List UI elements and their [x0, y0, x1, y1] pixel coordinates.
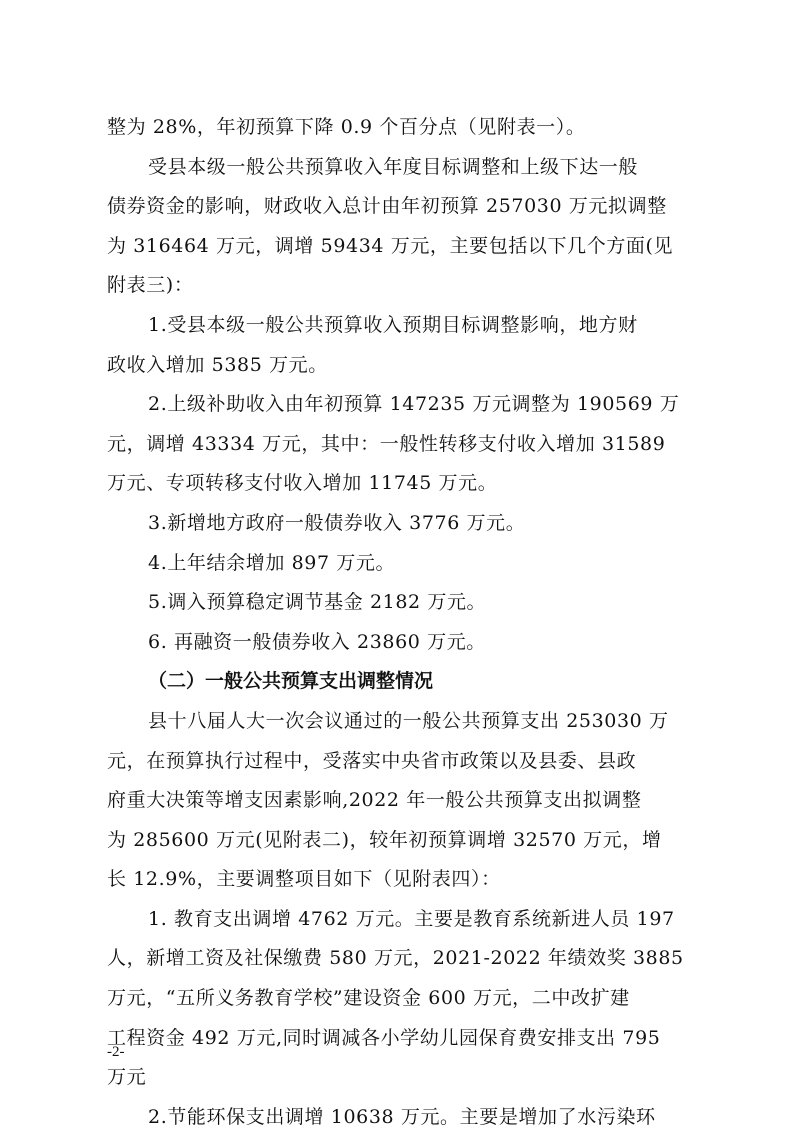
list-item-4: 4.上年结余增加 897 万元。 — [148, 551, 396, 574]
list-item-1: 1.受县本级一般公共预算收入预期目标调整影响，地方财 — [148, 313, 638, 336]
text-line: 府重大决策等增支因素影响,2022 年一般公共预算支出拟调整 — [107, 789, 642, 812]
text-line: 整为 28%，年初预算下降 0.9 个百分点（见附表一）。 — [107, 116, 586, 138]
text-line: 万元 — [107, 1066, 147, 1089]
list-item-2: 2.节能环保支出调增 10638 万元。主要是增加了水污染环 — [148, 1105, 656, 1128]
page-number: -2- — [107, 1044, 125, 1060]
paragraph-start-line: 受县本级一般公共预算收入年度目标调整和上级下达一般 — [148, 155, 639, 178]
text-line: 工程资金 492 万元,同时调减各小学幼儿园保育费安排支出 795 — [107, 1026, 661, 1049]
document-body — [107, 108, 687, 1137]
list-item-5: 5.调入预算稳定调节基金 2182 万元。 — [148, 591, 487, 614]
text-line: 长 12.9%，主要调整项目如下（见附表四）： — [107, 868, 501, 891]
text-line: 债券资金的影响，财政收入总计由年初预算 257030 万元拟调整 — [107, 195, 667, 218]
section-heading: （二）一般公共预算支出调整情况 — [148, 670, 434, 693]
text-line: 为 285600 万元(见附表二)，较年初预算调增 32570 万元，增 — [107, 828, 662, 851]
text-line: 人，新增工资及社保缴费 580 万元，2021-2022 年绩效奖 3885 — [107, 947, 684, 970]
text-line: 万元、专项转移支付收入增加 11745 万元。 — [107, 472, 498, 495]
text-line: 元，调增 43334 万元，其中：一般性转移支付收入增加 31589 — [107, 432, 666, 455]
list-item-1: 1. 教育支出调增 4762 万元。主要是教育系统新进人员 197 — [148, 907, 675, 930]
list-item-6: 6. 再融资一般债券收入 23860 万元。 — [148, 630, 486, 653]
text-line: 政收入增加 5385 万元。 — [107, 353, 328, 376]
list-item-3: 3.新增地方政府一般债券收入 3776 万元。 — [148, 511, 526, 534]
list-item-2: 2.上级补助收入由年初预算 147235 万元调整为 190569 万 — [148, 393, 680, 416]
text-line: 为 316464 万元，调增 59434 万元，主要包括以下几个方面(见 — [107, 234, 674, 257]
text-line: 万元，“五所义务教育学校”建设资金 600 万元，二中改扩建 — [107, 987, 630, 1010]
paragraph-start-line: 县十八届人大一次会议通过的一般公共预算支出 253030 万 — [148, 709, 669, 732]
text-line: 元，在预算执行过程中，受落实中央省市政策以及县委、县政 — [107, 749, 637, 772]
text-line: 附表三)： — [107, 274, 194, 297]
